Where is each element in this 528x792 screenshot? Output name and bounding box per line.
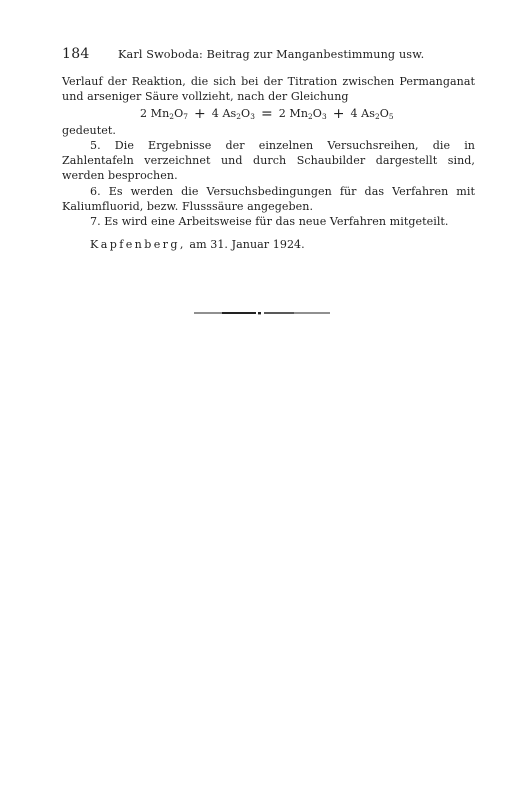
paragraph-gedeutet: gedeutet. [62,123,116,137]
eq-plus-1: + [193,105,206,122]
page-number: 184 [62,46,90,62]
closing-rule [194,310,330,316]
eq-plus-2: + [332,105,345,122]
eq-equals: = [260,105,273,122]
date-text: am 31. Januar 1924. [185,237,305,251]
paragraph-reaction: Verlauf der Reaktion, die sich bei der Titration zwischen Permanganat und arseniger Säure vollzieht, nach der Gleichung [62,75,475,104]
equation [62,105,475,123]
place-name: Kapfenberg, [90,237,186,251]
eq-term-1: 2 $Mn_2O_7$ [140,106,188,121]
running-head: Karl Swoboda: Beitrag zur Manganbestimmung usw. [118,48,425,61]
paragraph-7: 7. Es wird eine Arbeitsweise für das neue Verfahren mitgeteilt. [90,215,449,229]
eq-term-4: 4 $As_2O_5$ [350,106,394,121]
paragraph-6: 6. Es werden die Versuchsbedingungen für das Verfahren mit Kaliumfluorid, bezw. Flusssäure angegeben. [62,184,475,214]
paragraph-5: 5. Die Ergebnisse der einzelnen Versuchsreihen, die in Zahlentafeln verzeichnet und durch Schaubilder dargestellt sind, werden besprochen. [62,138,475,183]
body-text [62,74,475,252]
place-date-line [62,237,475,252]
eq-term-3: 2 $Mn_2O_3$ [278,106,327,121]
eq-term-2: 4 $As_2O_3$ [211,106,255,121]
